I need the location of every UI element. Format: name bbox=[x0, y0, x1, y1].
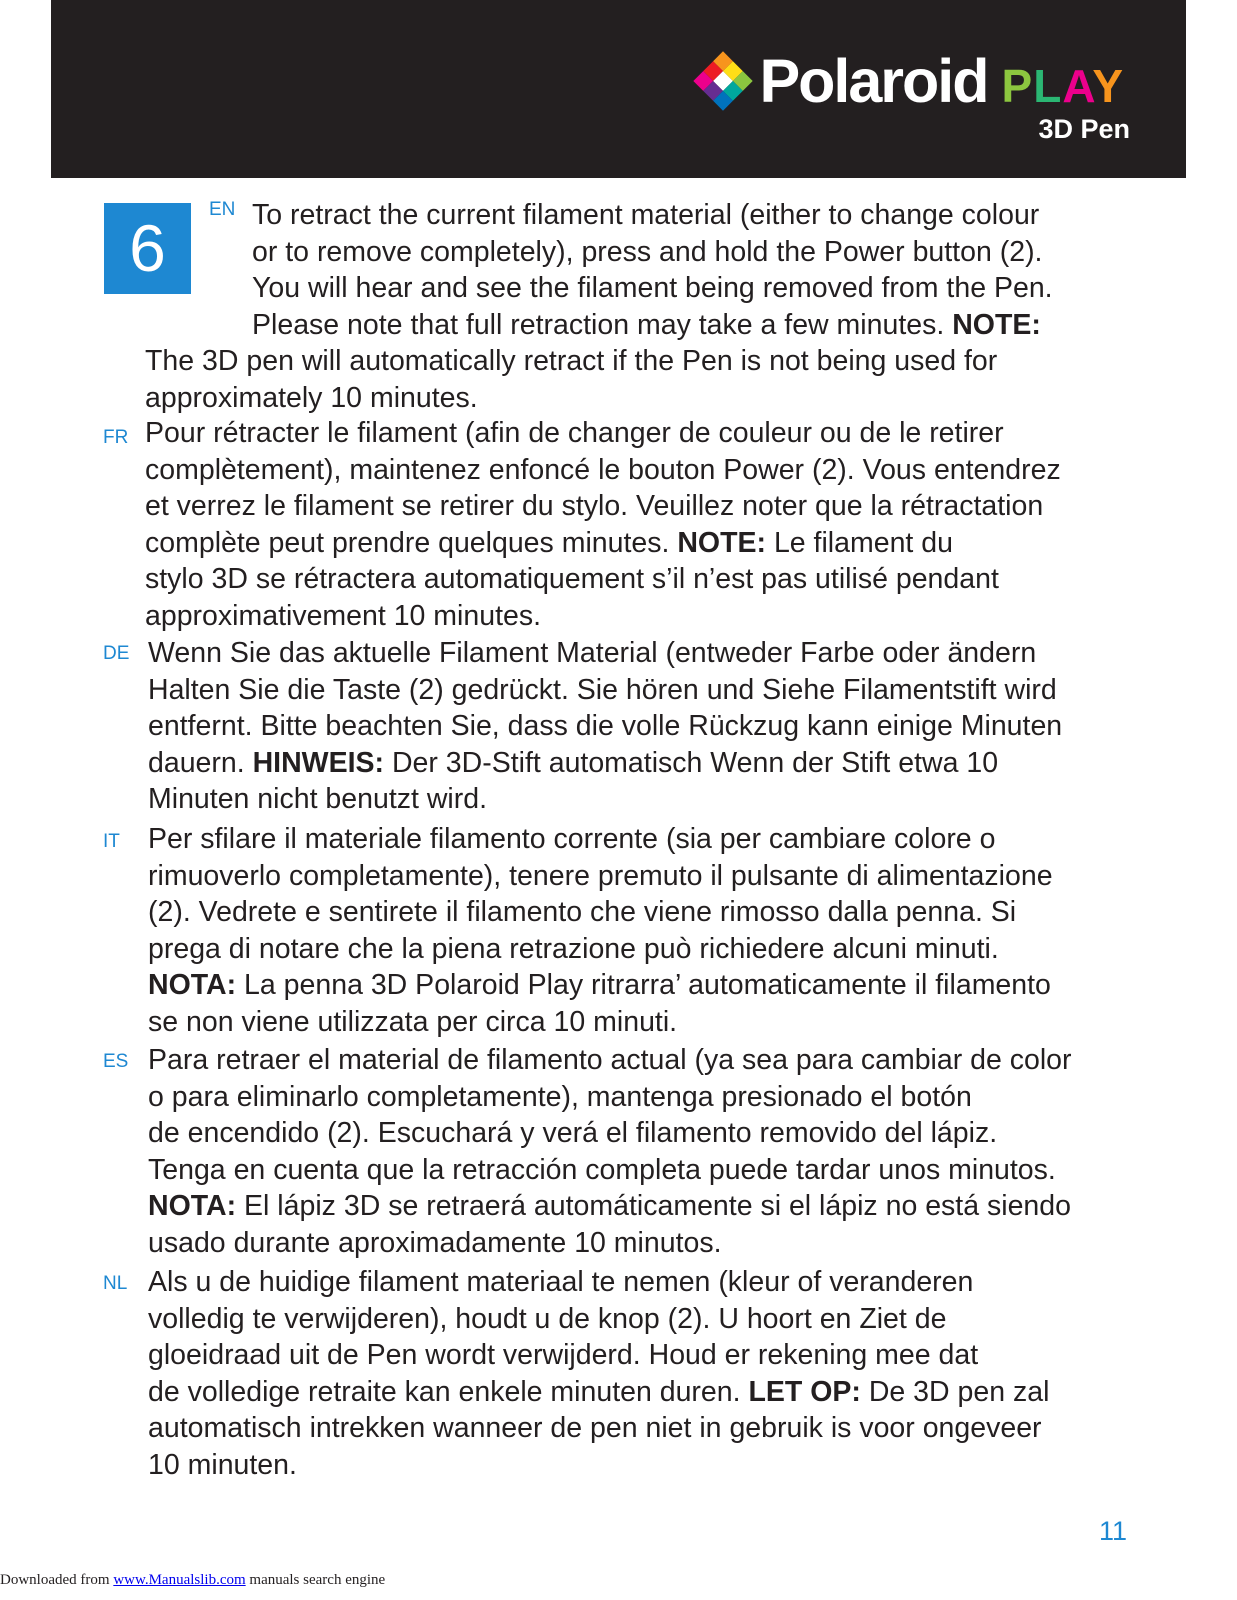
lang-label-de: DE bbox=[103, 643, 130, 664]
text-line: gloeidraad uit de Pen wordt verwijderd. Houd er rekening mee dat bbox=[148, 1339, 979, 1371]
note-text: La penna 3D Polaroid Play ritrarra’ automaticamente il filamento bbox=[244, 969, 1051, 1001]
text-line: You will hear and see the filament being removed from the Pen. bbox=[252, 272, 1053, 304]
download-footer bbox=[0, 1572, 385, 1589]
manualslib-link[interactable]: www.Manualslib.com bbox=[113, 1572, 246, 1588]
play-letter: Y bbox=[1092, 60, 1124, 112]
note-label: NOTA: bbox=[148, 969, 237, 1001]
play-wordmark bbox=[1001, 60, 1124, 112]
paragraph-it bbox=[148, 821, 1138, 1040]
text-line: automatisch intrekken wanneer de pen niet in gebruik is voor ongeveer bbox=[148, 1412, 1042, 1444]
product-subtitle: 3D Pen bbox=[1038, 114, 1130, 144]
paragraph-fr bbox=[145, 415, 1135, 634]
text-line: et verrez le filament se retirer du stylo. Veuillez noter que la rétractation bbox=[145, 490, 1044, 522]
lang-label-fr: FR bbox=[103, 427, 129, 448]
polaroid-diamond-icon bbox=[693, 51, 753, 111]
text-line: or to remove completely), press and hold the Power button (2). bbox=[252, 235, 1043, 268]
lang-label-it: IT bbox=[103, 831, 120, 852]
text-line: complètement), maintenez enfoncé le bouton Power (2). Vous entendrez bbox=[145, 453, 1061, 486]
footer-suffix: manuals search engine bbox=[245, 1572, 386, 1588]
text-line: entfernt. Bitte beachten Sie, dass die volle Rückzug kann einige Minuten bbox=[148, 710, 1063, 742]
text-line: volledig te verwijderen), houdt u de knop (2). U hoort en Ziet de bbox=[148, 1302, 947, 1335]
text-line: Per sfilare il materiale filamento corrente (sia per cambiare colore o bbox=[148, 823, 996, 855]
page-header bbox=[51, 0, 1186, 178]
text-line: approximately 10 minutes. bbox=[145, 381, 478, 414]
text-line: Wenn Sie das aktuelle Filament Material (entweder Farbe oder ändern bbox=[148, 637, 1037, 669]
text-line: To retract the current filament material (either to change colour bbox=[252, 199, 1040, 231]
paragraph-de bbox=[148, 635, 1138, 818]
paragraph-en bbox=[252, 197, 1132, 343]
text-line: prega di notare che la piena retrazione può richiedere alcuni minuti. bbox=[148, 932, 999, 965]
text-line: o para eliminarlo completamente), mantenga presionado el botón bbox=[148, 1080, 972, 1113]
paragraph-es bbox=[148, 1042, 1138, 1261]
footer-prefix: Downloaded from bbox=[0, 1572, 114, 1588]
page-number: 11 bbox=[1099, 1516, 1128, 1546]
text-line: (2). Vedrete e sentirete il filamento che viene rimosso dalla penna. Si bbox=[148, 896, 1017, 928]
lang-label-en: EN bbox=[209, 199, 236, 220]
note-text: Der 3D-Stift automatisch Wenn der Stift etwa 10 bbox=[391, 746, 999, 779]
text-segment: de volledige retraite kan enkele minuten duren. bbox=[148, 1375, 741, 1408]
text-line: stylo 3D se rétractera automatiquement s’il n’est pas utilisé pendant bbox=[145, 563, 999, 595]
text-segment: dauern. bbox=[148, 746, 245, 779]
text-line: The 3D pen will automatically retract if the Pen is not being used for bbox=[145, 345, 998, 377]
text-line: de encendido (2). Escuchará y verá el filamento removido del lápiz. bbox=[148, 1117, 998, 1149]
text-line: Para retraer el material de filamento actual (ya sea para cambiar de color bbox=[148, 1044, 1072, 1076]
text-segment: Please note that full retraction may take a few minutes. bbox=[252, 308, 945, 341]
text-line: Als u de huidige filament materiaal te nemen (kleur of veranderen bbox=[148, 1266, 974, 1298]
text-line: Minuten nicht benutzt wird. bbox=[148, 783, 488, 815]
note-label: NOTE: bbox=[677, 526, 767, 559]
lang-label-es: ES bbox=[103, 1051, 129, 1072]
text-line: 10 minuten. bbox=[148, 1448, 297, 1481]
note-text: El lápiz 3D se retraerá automáticamente si el lápiz no está siendo bbox=[244, 1190, 1071, 1222]
text-line: Tenga en cuenta que la retracción completa puede tardar unos minutos. bbox=[148, 1153, 1056, 1186]
text-line bbox=[148, 967, 1138, 1004]
note-label: NOTE: bbox=[952, 308, 1041, 341]
step-number-badge: 6 bbox=[104, 203, 191, 294]
text-line: Pour rétracter le filament (afin de changer de couleur ou de le retirer bbox=[145, 417, 1004, 449]
text-line: usado durante aproximadamente 10 minutos. bbox=[148, 1226, 722, 1259]
play-letter: L bbox=[1033, 60, 1063, 112]
polaroid-play-logo bbox=[693, 48, 1124, 114]
text-line: rimuoverlo completamente), tenere premuto il pulsante di alimentazione bbox=[148, 859, 1053, 892]
text-segment: complète peut prendre quelques minutes. bbox=[145, 526, 670, 559]
note-label: HINWEIS: bbox=[252, 746, 385, 779]
note-text: De 3D pen zal bbox=[868, 1375, 1050, 1408]
play-letter: A bbox=[1062, 60, 1093, 112]
paragraph-en-continued bbox=[145, 343, 1135, 416]
text-line bbox=[148, 745, 1138, 782]
paragraph-nl bbox=[148, 1264, 1138, 1483]
text-line bbox=[148, 1374, 1138, 1411]
text-line bbox=[145, 525, 1135, 562]
brand-name: Polaroid bbox=[759, 46, 988, 115]
play-letter: P bbox=[1001, 60, 1034, 112]
text-line: se non viene utilizzata per circa 10 minuti. bbox=[148, 1005, 678, 1038]
lang-label-nl: NL bbox=[103, 1273, 128, 1294]
text-line: approximativement 10 minutes. bbox=[145, 599, 542, 632]
text-line bbox=[252, 307, 1132, 344]
text-line: Halten Sie die Taste (2) gedrückt. Sie hören und Siehe Filamentstift wird bbox=[148, 673, 1057, 706]
text-line bbox=[148, 1188, 1138, 1225]
note-label: NOTA: bbox=[148, 1190, 237, 1222]
note-label: LET OP: bbox=[748, 1375, 861, 1408]
note-text: Le filament du bbox=[773, 526, 953, 559]
